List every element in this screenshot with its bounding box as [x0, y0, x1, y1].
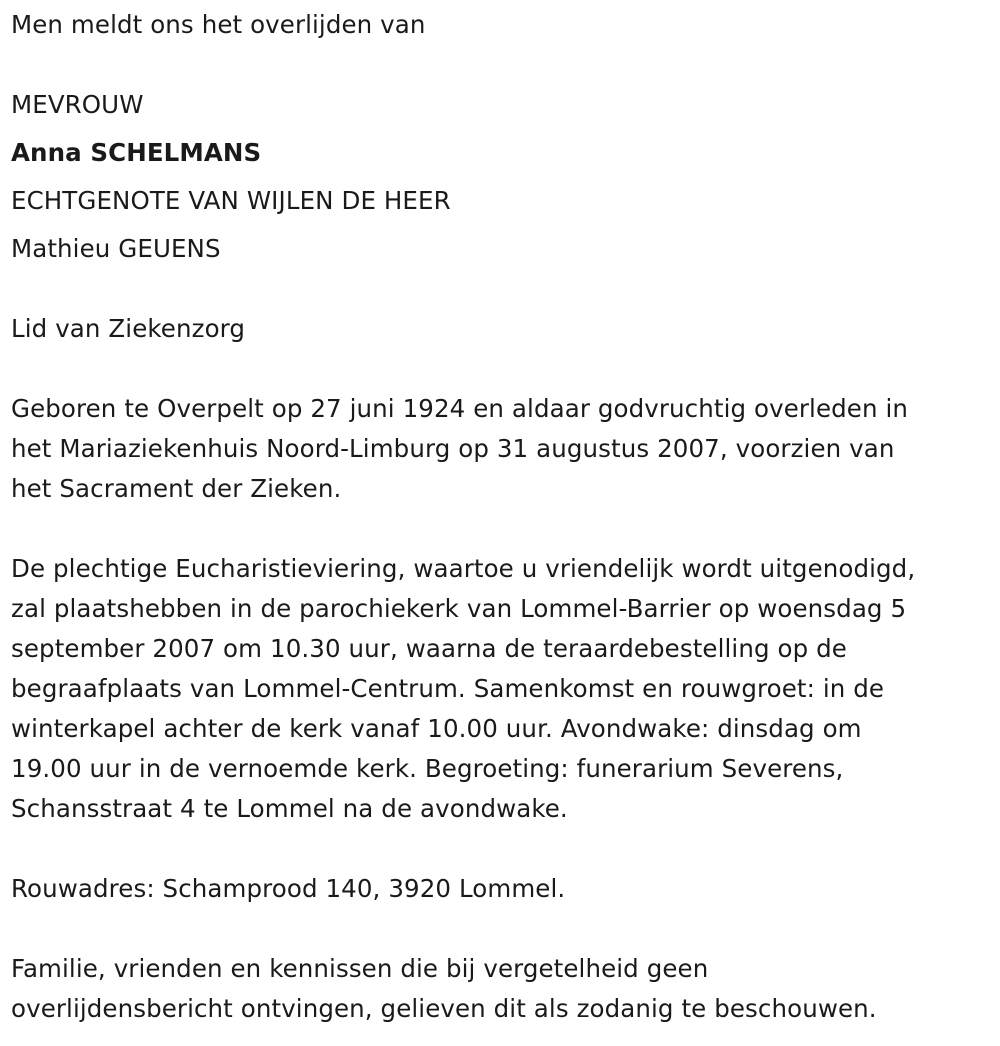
paragraph-line: begraafplaats van Lommel-Centrum. Samenkomst en rouwgroet: in de	[11, 674, 885, 703]
paragraph-line: het Sacrament der Zieken.	[11, 474, 342, 503]
membership-text: Lid van Ziekenzorg	[11, 314, 246, 343]
spouse-name: Mathieu GEUENS	[11, 234, 221, 263]
mourning-address: Rouwadres: Schamprood 140, 3920 Lommel.	[11, 874, 566, 903]
paragraph-line: overlijdensbericht ontvingen, gelieven dit als zodanig te beschouwen.	[11, 994, 877, 1023]
relation-text: ECHTGENOTE VAN WIJLEN DE HEER	[11, 186, 451, 215]
paragraph-line: winterkapel achter de kerk vanaf 10.00 uur. Avondwake: dinsdag om	[11, 714, 862, 743]
paragraph-line: zal plaatshebben in de parochiekerk van Lommel-Barrier op woensdag 5	[11, 594, 907, 623]
paragraph-line: 19.00 uur in de vernoemde kerk. Begroeting: funerarium Severens,	[11, 754, 844, 783]
paragraph-line: september 2007 om 10.30 uur, waarna de teraardebestelling op de	[11, 634, 847, 663]
deceased-name: Anna SCHELMANS	[11, 138, 262, 167]
honorific: MEVROUW	[11, 90, 144, 119]
paragraph-line: Geboren te Overpelt op 27 juni 1924 en aldaar godvruchtig overleden in	[11, 394, 909, 423]
intro-text: Men meldt ons het overlijden van	[11, 10, 426, 39]
paragraph-line: Schansstraat 4 te Lommel na de avondwake.	[11, 794, 568, 823]
paragraph-line: De plechtige Eucharistieviering, waartoe u vriendelijk wordt uitgenodigd,	[11, 554, 916, 583]
paragraph-line: het Mariaziekenhuis Noord-Limburg op 31 augustus 2007, voorzien van	[11, 434, 895, 463]
paragraph-line: Familie, vrienden en kennissen die bij vergetelheid geen	[11, 954, 709, 983]
